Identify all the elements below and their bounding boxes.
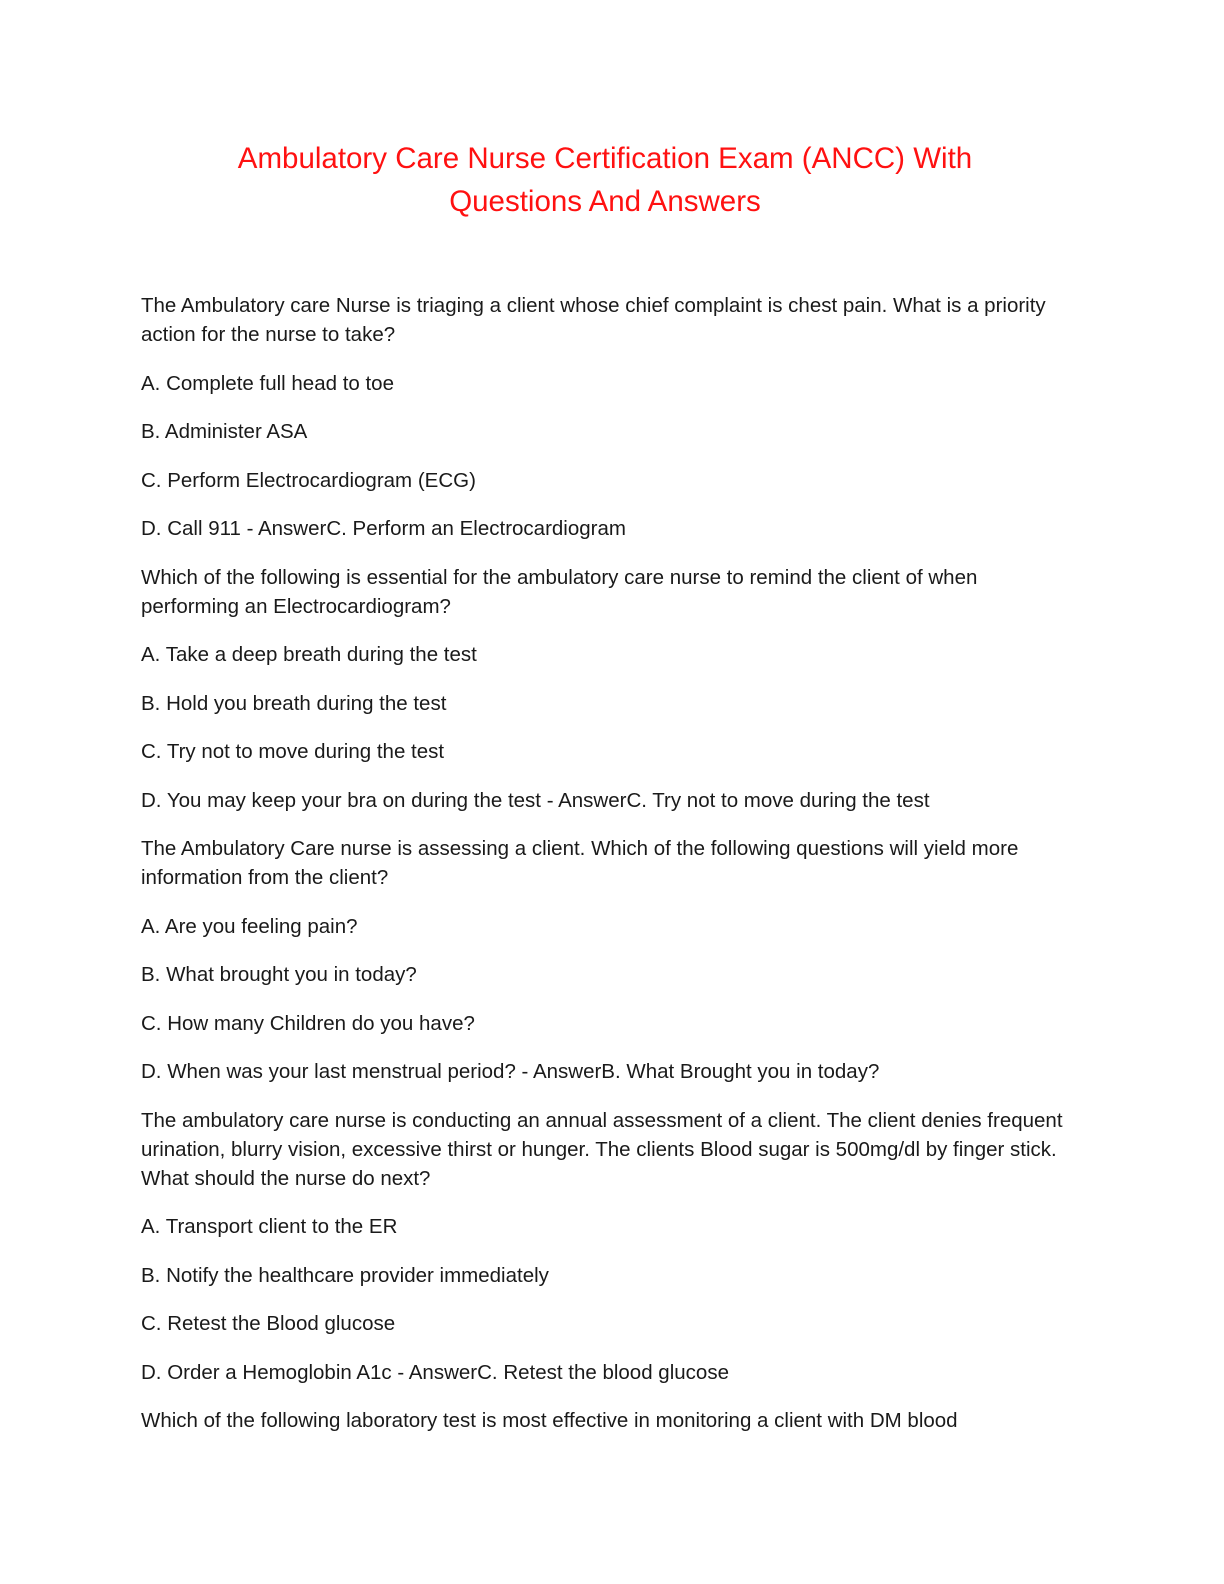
title-line-2: Questions And Answers (449, 185, 761, 218)
answer-option: B. Notify the healthcare provider immediately (141, 1263, 549, 1287)
answer-option: C. How many Children do you have? (141, 1011, 475, 1035)
answer-option: C. Try not to move during the test (141, 740, 445, 763)
question-stem: The Ambulatory Care nurse is assessing a client. Which of the following questions will yield more information from the client? (141, 837, 1019, 889)
answer-option-with-answer: D. Call 911 - AnswerC. Perform an Electrocardiogram (141, 517, 626, 540)
question-stem: Which of the following is essential for the ambulatory care nurse to remind the client of when performing an Electrocardiogram? (141, 565, 978, 618)
title-line-1: Ambulatory Care Nurse Certification Exam (ANCC) With (237, 142, 973, 175)
answer-option: C. Perform Electrocardiogram (ECG) (141, 468, 476, 492)
answer-option: C. Retest the Blood glucose (141, 1312, 396, 1335)
answer-option: A. Take a deep breath during the test (141, 643, 477, 666)
answer-option: A. Are you feeling pain? (141, 914, 358, 938)
answer-option: B. Hold you breath during the test (141, 691, 447, 715)
answer-option-with-answer: D. When was your last menstrual period? - AnswerB. What Brought you in today? (141, 1060, 880, 1083)
question-stem: The Ambulatory care Nurse is triaging a client whose chief complaint is chest pain. What is a priority action for the nurse to take? (141, 294, 1046, 346)
answer-option: A. Transport client to the ER (141, 1215, 398, 1238)
answer-option: B. What brought you in today? (141, 963, 417, 986)
document-body (141, 291, 1071, 1455)
question-stem: The ambulatory care nurse is conducting an annual assessment of a client. The client denies frequent urination, blurry vision, excessive thirst or hunger. The clients Blood sugar is 500mg/dl by finger stick. What should the nurse do next? (141, 1108, 1063, 1190)
answer-option-with-answer: D. You may keep your bra on during the test - AnswerC. Try not to move during the test (141, 788, 930, 812)
answer-option: A. Complete full head to toe (141, 371, 394, 395)
question-stem: Which of the following laboratory test is most effective in monitoring a client with DM blood (141, 1409, 958, 1432)
answer-option: B. Administer ASA (141, 420, 308, 443)
document-title (150, 137, 1060, 223)
answer-option-with-answer: D. Order a Hemoglobin A1c - AnswerC. Retest the blood glucose (141, 1360, 729, 1384)
